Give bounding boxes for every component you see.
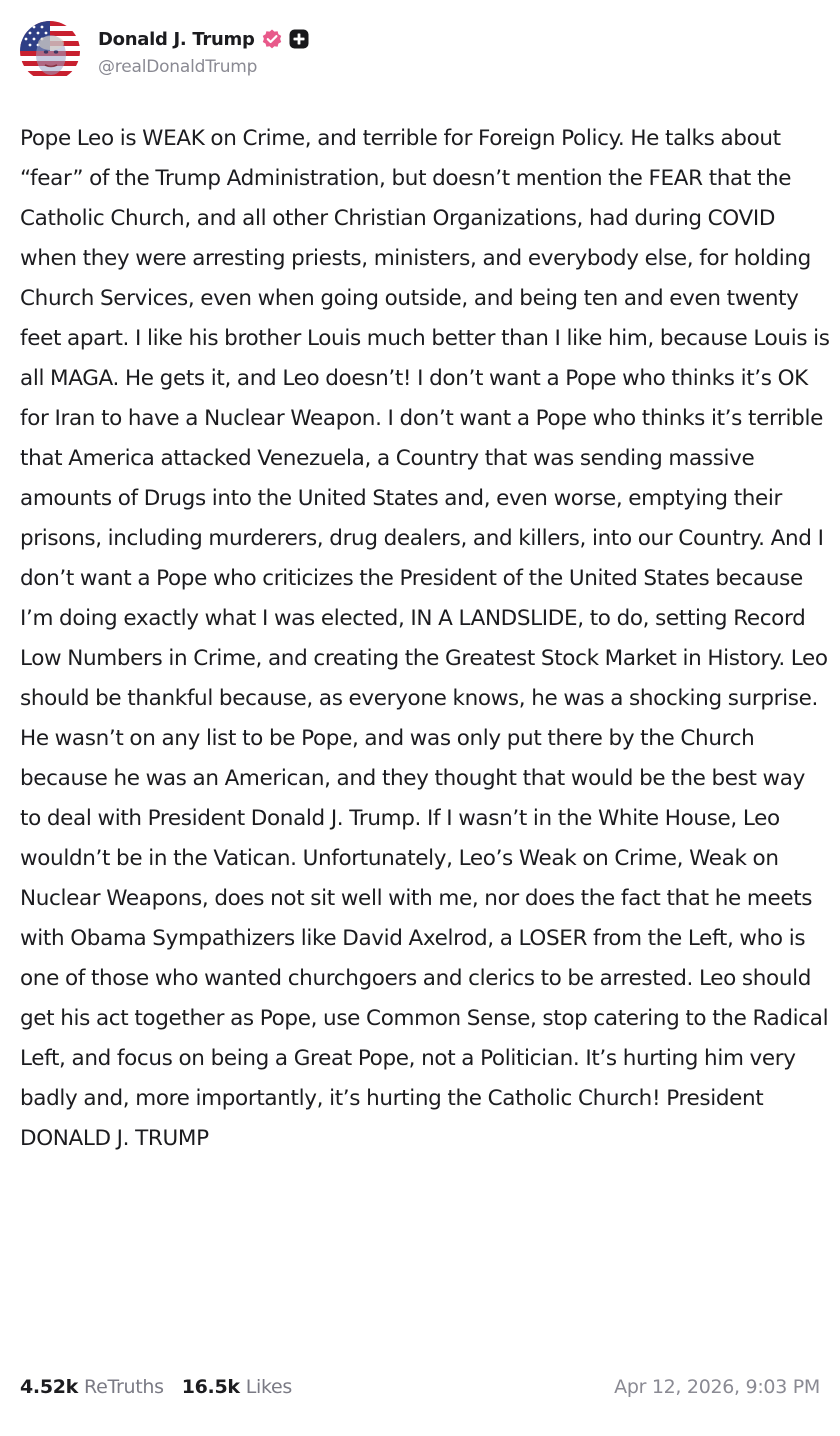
author-handle[interactable]: @realDonaldTrump [98,57,258,77]
likes-label: Likes [245,1376,293,1398]
post-stats [20,1376,310,1398]
post-header [20,20,309,82]
post-footer [20,1370,820,1404]
likes-count: 16.5k [181,1376,240,1398]
retruths-stat[interactable] [20,1376,164,1398]
name-row [98,25,309,53]
display-name[interactable]: Donald J. Trump [98,28,255,50]
post-timestamp[interactable]: Apr 12, 2026, 9:03 PM [614,1376,820,1398]
retruths-count: 4.52k [20,1376,79,1398]
avatar-flag-portrait [20,21,80,81]
post-text: Pope Leo is WEAK on Crime, and terrible for Foreign Policy. He talks about “fear” of the Trump Administration, but doesn’t mention the FEAR that the Catholic Church, and all other Christian Organizations, had during COVID when they were arresting priests, ministers, and everybody else, for holding Church Services, even when going outside, and being ten and even twenty feet apart. I like his brother Louis much better than I like him, because Louis is all MAGA. He gets it, and Leo doesn’t! I don’t want a Pope who thinks it’s OK for Iran to have a Nuclear Weapon. I don’t want a Pope who thinks it’s terrible that America attacked Venezuela, a Country that was sending massive amounts of Drugs into the United States and, even worse, emptying their prisons, including murderers, drug dealers, and killers, into our Country. And I don’t want a Pope who criticizes the President of the United States because I’m doing exactly what I was elected, IN A LANDSLIDE, to do, setting Record Low Numbers in Crime, and creating the Greatest Stock Market in History. Leo should be thankful because, as everyone knows, he was a shocking surprise. He wasn’t on any list to be Pope, and was only put there by the Church because he was an American, and they thought that would be the best way to deal with President Donald J. Trump. If I wasn’t in the White House, Leo wouldn’t be in the Vatican. Unfortunately, Leo’s Weak on Crime, Weak on Nuclear Weapons, does not sit well with me, nor does the fact that he meets with Obama Sympathizers like David Axelrod, a LOSER from the Left, who is one of those who wanted churchgoers and clerics to be arrested. Leo should get his act together as Pope, use Common Sense, stop catering to the Radical Left, and focus on being a Great Pope, not a Politician. It’s hurting him very badly and, more importantly, it’s hurting the Catholic Church! President DONALD J. TRUMP [20,126,830,1151]
author-identity [98,25,309,77]
likes-stat[interactable] [182,1376,292,1398]
plus-badge-icon [289,29,309,49]
avatar[interactable] [20,21,80,81]
verified-badge-icon [261,28,283,50]
retruths-label: ReTruths [84,1376,164,1398]
